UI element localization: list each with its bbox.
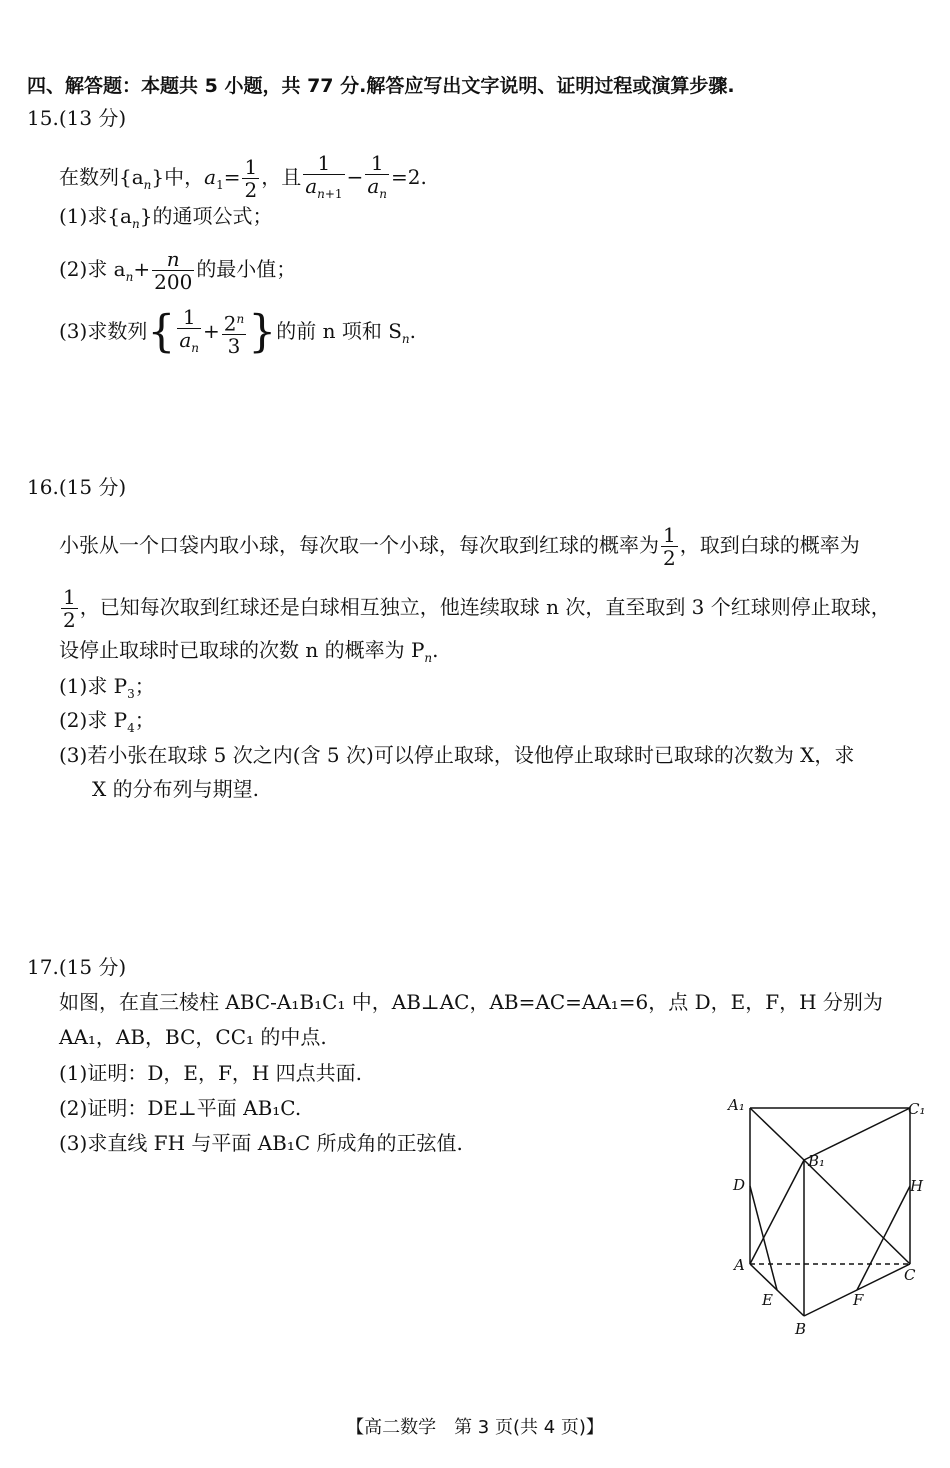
- q15-stem-prefix: 在数列: [59, 165, 119, 189]
- q16-part1: (1)求 $P_3$；: [59, 674, 155, 701]
- q15-header: [27, 105, 126, 131]
- label-b1: B₁: [808, 1152, 826, 1170]
- page-footer: 【高二数学 第 3 页(共 4 页)】: [346, 1417, 604, 1438]
- label-e: E: [762, 1291, 773, 1309]
- q15-stem-mid: 中，: [164, 165, 205, 189]
- q17-line1: 如图，在直三棱柱 ABC-A₁B₁C₁ 中，AB⊥AC，AB=AC=AA₁=6，点 D，E，F，H 分别为: [59, 990, 883, 1014]
- q17-line2: AA₁，AB，BC，CC₁ 的中点.: [59, 1025, 327, 1049]
- q15-minus: −: [346, 165, 364, 189]
- q15-seq-close: }: [151, 165, 165, 189]
- q15-part3: (3)求数列{ $\frac{1}{a_n}$ + $\frac{2^n}{3}$ }的前 n 项和 $S_n$.: [59, 305, 416, 359]
- q15-score: (13 分): [58, 106, 127, 130]
- line-ab1: [750, 1160, 804, 1264]
- label-h: H: [910, 1177, 924, 1195]
- q15-frac-half: $\frac{1}{2}$: [244, 155, 258, 202]
- q15-eq2-tail: =2.: [391, 165, 427, 189]
- q17-part1: (1)证明：D，E，F，H 四点共面.: [59, 1061, 362, 1085]
- q15-eq1: =: [223, 165, 241, 189]
- q15-part1: (1)求$\{a_n\}$的通项公式；: [59, 204, 273, 231]
- label-c: C: [904, 1266, 916, 1284]
- q15-stem: 在数列$\{a_n\}$中，$a_1=$ $\frac{1}{2}$ ，且 $\frac{1}{a_{n+1}}$ − $\frac{1}{a_n}$ =2.: [59, 152, 427, 205]
- line-de: [750, 1186, 777, 1290]
- q16-line1: 小张从一个口袋内取小球，每次取一个小球，每次取到红球的概率为 $\frac{1}{2}$ ，取到白球的概率为: [59, 523, 860, 570]
- q15-number: 15.: [27, 106, 59, 130]
- line-hf: [857, 1186, 910, 1290]
- label-d: D: [733, 1176, 746, 1194]
- q15-frac-an1: $\frac{1}{a_{n+1}}$: [305, 151, 343, 201]
- q17-number: 17.: [27, 955, 59, 979]
- q17-header: [27, 954, 126, 980]
- q16-part2: (2)求 $P_4$；: [59, 708, 155, 735]
- q17-part2: (2)证明：DE⊥平面 AB₁C.: [59, 1096, 302, 1120]
- q16-frac-half-red: $\frac{1}{2}$: [663, 523, 676, 570]
- q15-frac-n200: $\frac{n}{200}$: [154, 247, 193, 294]
- q17-score: (15 分): [58, 955, 127, 979]
- q15-part2: (2)求 $a_n+$ $\frac{n}{200}$ 的最小值；: [59, 247, 297, 294]
- q15-frac-an: $\frac{1}{a_n}$: [367, 151, 388, 201]
- q16-frac-half-white: $\frac{1}{2}$: [63, 585, 76, 632]
- q15-frac-2n3: $\frac{2^n}{3}$: [222, 308, 246, 358]
- q17-part3: (3)求直线 FH 与平面 AB₁C 所成角的正弦值.: [59, 1131, 463, 1155]
- q15-frac-1an: $\frac{1}{a_n}$: [179, 305, 200, 355]
- q16-part3b: X 的分布列与期望.: [92, 777, 259, 801]
- q16-line3: 设停止取球时已取球的次数 n 的概率为 $P_n$.: [59, 638, 439, 665]
- prism-figure: [720, 1090, 940, 1340]
- q16-score: (15 分): [58, 475, 127, 499]
- label-b: B: [795, 1320, 807, 1338]
- section-title: 四、解答题：本题共 5 小题，共 77 分.解答应写出文字说明、证明过程或演算步骤.: [27, 75, 735, 97]
- label-a: A: [734, 1256, 745, 1274]
- label-f: F: [853, 1291, 864, 1309]
- q16-part3a: (3)若小张在取球 5 次之内(含 5 次)可以停止取球，设他停止取球时已取球的次数为 X，求: [59, 743, 855, 767]
- line-b1c: [804, 1160, 910, 1264]
- label-c1: C₁: [908, 1100, 926, 1118]
- q16-header: [27, 474, 126, 500]
- q15-stem-and: ，且: [261, 165, 302, 189]
- q16-line2: $\frac{1}{2}$ ，已知每次取到红球还是白球相互独立，他连续取球 n 次，直至取到 3 个红球则停止取球，: [63, 585, 891, 632]
- q16-number: 16.: [27, 475, 59, 499]
- q15-a1: a: [204, 165, 217, 189]
- q15-seq: {a: [119, 165, 144, 189]
- edge-a1b1: [750, 1108, 804, 1160]
- label-a1: A₁: [728, 1096, 745, 1114]
